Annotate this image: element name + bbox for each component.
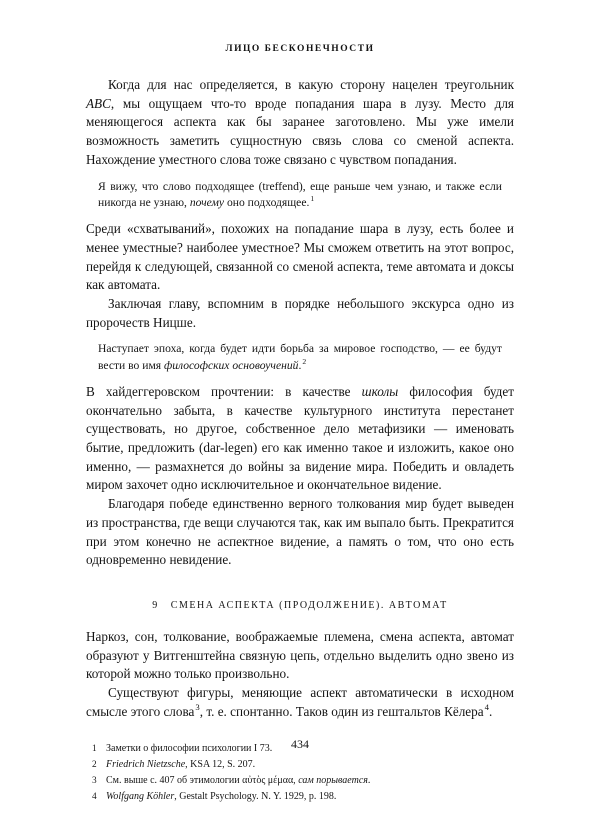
footnote-italic-lead: Friedrich Nietzsche: [106, 759, 186, 771]
blockquote-2-emphasis: философских основоучений: [164, 358, 299, 372]
term-abc: ABC: [86, 95, 111, 111]
paragraph-7: [86, 684, 514, 721]
page-content: [86, 44, 514, 806]
running-head: ЛИЦО БЕСКОНЕЧНОСТИ: [225, 44, 375, 54]
paragraph-3: Заключая главу, вспомним в порядке небольшого экскурса одно из пророчеств Ницше.: [86, 295, 514, 330]
paragraph-4-text-a: В хайдеггеровском прочтении: в качестве: [86, 383, 362, 399]
blockquote-2: [98, 341, 502, 374]
paragraph-1-text-a: Когда для нас определяется, в какую сторону нацелен треугольник: [108, 77, 514, 92]
footnote-item: [86, 774, 514, 789]
footnote-number: 4: [92, 791, 97, 802]
footnote-italic-tail: сам порывается: [298, 775, 368, 787]
paragraph-2: Среди «схватываний», похожих на попадание шара в лузу, есть более и менее уместные? наиболее уместное? Мы сможем ответить на этот вопрос, перейдя к следующей, связанной со сменой аспекта, теме автомата и доксы как автомата.: [86, 221, 514, 293]
blockquote-1-emphasis: почему: [189, 195, 225, 209]
blockquote-1: [98, 179, 502, 212]
blockquote-1-text-b: оно подходящее.: [224, 195, 310, 209]
footnote-number: 2: [92, 760, 97, 771]
footnote-item: [86, 758, 514, 773]
paragraph-5: Благодаря победе единственно верного толкования мир будет выведен из пространства, где вещи случаются так, как им выпало быть. Прекратится при этом конечно не аспектное видение, а память о том, что оно есть одновременно невидение.: [86, 496, 514, 568]
footnote-ref-4[interactable]: 4: [484, 702, 489, 713]
footnote-rest: См. выше с. 407 об этимологии αὐτὸς μέμαα,: [106, 775, 299, 787]
footnote-rest: , KSA 12, S. 207.: [185, 759, 256, 771]
blockquote-2-text-a: Наступает эпоха, когда будет идти борьба за мировое господство, — ее будут вести во имя: [98, 342, 502, 372]
footnote-text: [106, 774, 514, 788]
footnote-ref-2[interactable]: 2: [302, 356, 307, 366]
page-number: 434: [291, 737, 309, 751]
blockquote-1-text-a: Я вижу, что слово подходящее (treffend), еще раньше чем узнаю, и также если никогда не узнаю,: [98, 179, 502, 209]
blockquote-1-text: [98, 179, 502, 212]
footnote-ref-1[interactable]: 1: [310, 193, 315, 203]
paragraph-7-text-a: Существуют фигуры, меняющие аспект автоматически в исходном смысле этого слова: [86, 685, 514, 719]
blockquote-2-text-b: .: [298, 358, 302, 372]
paragraph-6: Наркоз, сон, толкование, воображаемые племена, смена аспекта, автомат образуют у Витгенштейна связную цепь, отдельно выделить одно звено из которой можно только произвольно.: [86, 628, 514, 682]
paragraph-4-text-b: философия будет окончательно забыта, в качестве культурного института перестанет существовать, но другое, собственное дело метафизики — именовать бытие, предложить (dar-legen) его как именно такое и изложить, какое оно именно, — размахнется до войны за видение мира. Победить и овладеть миром захочет одно исключительное и окончательное видение.: [86, 383, 514, 493]
footnote-ref-3[interactable]: 3: [195, 702, 200, 713]
paragraph-1: [86, 76, 514, 170]
blockquote-2-text: [98, 341, 502, 374]
paragraph-4-emphasis: школы: [361, 383, 399, 399]
footnote-number: 1: [92, 744, 97, 755]
section-heading: [86, 600, 514, 611]
paragraph-4: [86, 383, 514, 495]
paragraph-1-text-b: , мы ощущаем что-то вроде попадания шара в лузу. Место для меняющегося аспекта как бы заранее заготовлено. Мы уже имели возможность заметить сущностную связь слова со сменой аспекта. Нахождение уместного слова тоже связано с чувством попадания.: [86, 95, 514, 167]
footnote-italic-lead: Wolfgang Köhler: [106, 790, 175, 802]
footnote-rest: , Gestalt Psychology. N. Y. 1929, p. 198.: [174, 790, 337, 802]
footnote-number: 3: [92, 776, 97, 787]
section-number: 9: [152, 599, 158, 611]
paragraph-7-text-b: , т. е. спонтанно. Таков один из гештальтов Кёлера: [199, 703, 484, 719]
footnote-text: [106, 758, 514, 772]
footnote-rest: Заметки о философии психологии I 73.: [106, 743, 273, 755]
footnote-text: [106, 790, 514, 804]
paragraph-7-text-c: .: [488, 703, 493, 719]
footnote-tail-end: .: [367, 775, 371, 787]
section-title: СМЕНА АСПЕКТА (ПРОДОЛЖЕНИЕ). АВТОМАТ: [170, 599, 448, 611]
footnote-item: [86, 790, 514, 805]
